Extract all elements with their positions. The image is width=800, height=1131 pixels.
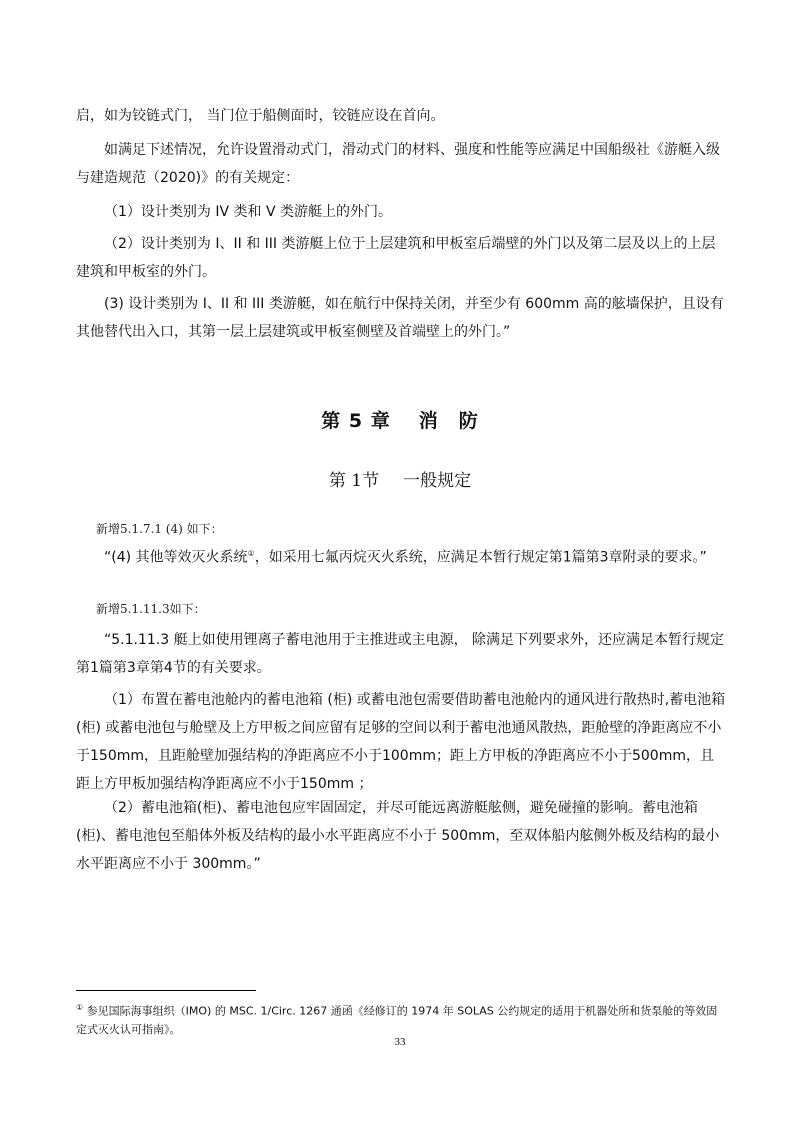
section-title: 一般规定 xyxy=(403,471,472,491)
chapter-heading xyxy=(0,406,800,433)
paragraph-door-hinge: 启，如为铰链式门， 当门位于船侧面时，铰链应设在首向。 xyxy=(76,108,445,124)
footnote xyxy=(76,999,726,1039)
amendment-note-1: 新增5.1.7.1 (4) 如下： xyxy=(96,522,223,536)
page-number: 33 xyxy=(394,1036,406,1048)
footnote-ref[interactable]: ① xyxy=(247,549,255,558)
section-heading xyxy=(0,466,800,491)
paragraph-item-1: （1）设计类别为 IV 类和 V 类游艇上的外门。 xyxy=(104,204,392,220)
paragraph-sliding-door: 如满足下述情况，允许设置滑动式门，滑动式门的材料、强度和性能等应满足中国船级社《游艇入级与建造规范（2020)》的有关规定： xyxy=(76,142,720,186)
paragraph-item-3: (3) 设计类别为 I、II 和 III 类游艇，如在航行中保持关闭，并至少有 600mm 高的舷墙保护，且设有其他替代出入口，其第一层上层建筑或甲板室侧壁及首端壁上的外门。” xyxy=(76,296,724,340)
footnote-text: 参见国际海事组织（IMO) 的 MSC. 1/Circ. 1267 通函《经修订的 1974 年 SOLAS 公约规定的适用于机器处所和货泵舱的等效固定式灭火认可指南》。 xyxy=(76,1004,718,1036)
paragraph-5-1-11-3: “5.1.11.3 艇上如使用锂离子蓄电池用于主推进或主电源， 除满足下列要求外，还应满足本暂行规定第1篇第3章第4节的有关要求。 xyxy=(76,632,725,676)
chapter-number: 第 5 章 xyxy=(321,410,391,432)
footnote-divider xyxy=(76,990,256,991)
amendment-text-1 xyxy=(76,540,726,572)
paragraph-battery-1: （1）布置在蓄电池舱内的蓄电池箱 (柜) 或蓄电池包需要借助蓄电池舱内的通风进行散热时,蓄电池箱 (柜) 或蓄电池包与舱壁及上方甲板之间应留有足够的空间以利于蓄电池通风散热，距舱壁的净距离应不小于150mm，且距舱壁加强结构的净距离应不小于100mm；距上方甲板的净距离应不小于500mm，且距上方甲板加强结构净距离应不小于150mm ； xyxy=(76,692,726,792)
amendment-text-1-start: “(4) 其他等效灭火系统 xyxy=(104,549,248,566)
amendment-note-2: 新增5.1.11.3如下： xyxy=(96,602,206,616)
section-number: 第 1节 xyxy=(328,471,380,491)
paragraph-battery-2: （2）蓄电池箱(柜)、蓄电池包应牢固固定，并尽可能远离游艇舷侧，避免碰撞的影响。蓄电池箱(柜)、蓄电池包至船体外板及结构的最小水平距离应不小于 500mm，至双体船内舷侧外板及结构的最小水平距离应不小于 300mm。” xyxy=(76,800,720,872)
chapter-title: 消 防 xyxy=(418,410,479,432)
footnote-mark: ① xyxy=(76,1003,84,1012)
paragraph-item-2: （2）设计类别为 I、II 和 III 类游艇上位于上层建筑和甲板室后端壁的外门以及第二层及以上的上层建筑和甲板室的外门。 xyxy=(76,236,716,280)
amendment-text-1-end: ，如采用七氟丙烷灭火系统，应满足本暂行规定第1篇第3章附录的要求。” xyxy=(254,549,707,566)
